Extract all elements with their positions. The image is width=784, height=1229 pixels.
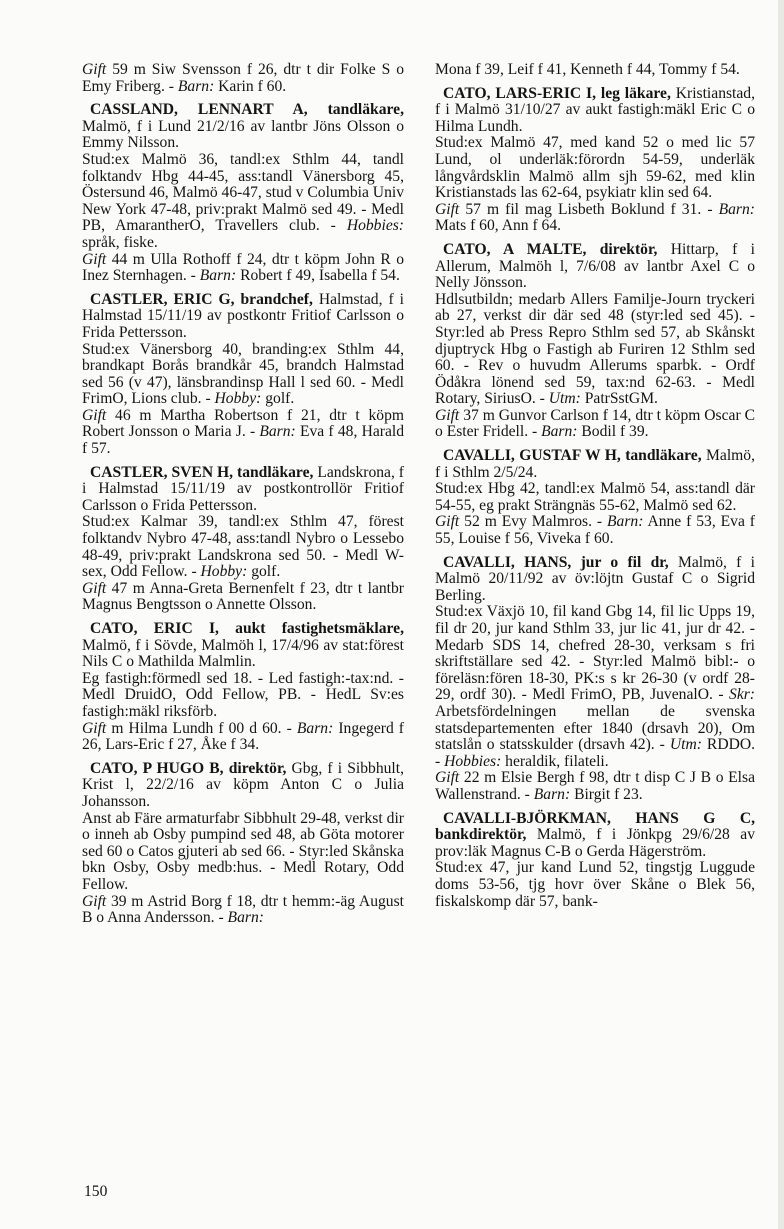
entry-paragraph (435, 242, 755, 292)
entry-text: 39 m Astrid Borg f 18, dtr t hemm:-äg August B o Anna Andersson. - (82, 892, 404, 927)
entry-text: Birgit f 23. (570, 785, 643, 803)
entry-paragraph (82, 671, 404, 721)
biography-entry (82, 62, 404, 95)
entry-text: Malmö, f i Jönkpg 29/6/28 av prov:läk Magnus C-B o Gerda Hägerström. (435, 826, 755, 860)
entry-text: Anne f 53, Eva f 55, Louise f 56, Viveka f 60. (435, 513, 755, 548)
entry-paragraph (82, 408, 404, 458)
entry-paragraph (435, 514, 755, 547)
entry-text: Bodil f 39. (577, 423, 649, 441)
entry-heading: CATO, P HUGO B, direktör, (90, 759, 287, 777)
entry-heading: CATO, A MALTE, direktör, (443, 240, 658, 258)
page-number: 150 (84, 1183, 108, 1200)
entry-paragraph (435, 481, 755, 514)
entry-label: Barn: (227, 909, 264, 927)
entry-paragraph (82, 811, 404, 894)
entry-label: Hobbies: (346, 217, 404, 235)
entry-text: Malmö, f i Sthlm 2/5/24. (435, 447, 755, 481)
entry-label: Gift (82, 406, 107, 424)
left-column (82, 62, 404, 934)
entry-text: Anst ab Färe armaturfabr Sibbhult 29-48, verkst dir o inneh ab Osby pumpind sed 48, ab Göta motorer sed 60 o Catos gjuteri ab sed 66. - Styr:led Skånska bkn Osby, Osby medb:hus. - Medl Rotary, Odd Fellow. (82, 809, 404, 893)
entry-text: 46 m Martha Robertson f 21, dtr t köpm Robert Jonsson o Maria J. - (82, 406, 404, 441)
entry-text: RDDO. - (435, 736, 756, 770)
entry-label: Gift (82, 719, 107, 737)
entry-paragraph (82, 252, 404, 285)
entry-text: heraldik, filateli. (501, 752, 609, 770)
biography-entry (435, 86, 755, 235)
entry-text: Stud:ex Vänersborg 40, branding:ex Sthlm 44, brandkapt Borås brandkår 45, brandch Halmstad sed 56 (v 47), länsbrandinsp Hall l sed 60. - Medl FrimO, Lions club. - (82, 340, 404, 408)
entry-text: 47 m Anna-Greta Bernenfelt f 23, dtr t lantbr Magnus Bengtsson o Annette Olsson. (82, 579, 404, 614)
entry-text: Ingegerd f 26, Lars-Eric f 27, Åke f 34. (82, 719, 404, 754)
entry-text: Arbetsfördelningen mellan de svenska statsdepartementen efter 1840 (drsavh 20), Om statslån o statsskulder (drsavh 42). - (435, 702, 755, 754)
entry-text: Malmö, f i Sövde, Malmöh l, 17/4/96 av stat:förest Nils C o Mathilda Malmlin. (82, 636, 404, 671)
entry-paragraph (82, 292, 404, 342)
entry-paragraph (82, 465, 404, 515)
entry-text: 59 m Siw Svensson f 26, dtr t dir Folke S o Emy Friberg. - (82, 61, 404, 95)
entry-label: Hobby: (214, 390, 262, 408)
entry-heading: CAVALLI, GUSTAF W H, tandläkare, (443, 447, 702, 465)
entry-label: Hobbies: (444, 752, 502, 770)
entry-paragraph (435, 448, 755, 481)
entry-text: Stud:ex Malmö 47, med kand 52 o med lic 57 Lund, ol underläk:förordn 54-59, underläk långvårdsklin Malmö allm sjh 59-62, med klin Kristianstads las 62-64, psykiatr klin sed 64. (435, 134, 755, 202)
entry-label: Gift (82, 61, 107, 78)
entry-paragraph (435, 135, 755, 201)
entry-text: 52 m Evy Malmros. - (459, 513, 607, 531)
entry-label: Barn: (259, 423, 296, 441)
entry-label: Barn: (541, 423, 578, 441)
entry-label: Barn: (199, 267, 237, 285)
entry-label: Gift (435, 406, 460, 424)
entry-text: 44 m Ulla Rothoff f 24, dtr t köpm John R o Inez Sternhagen. - (82, 250, 404, 285)
entry-heading: CATO, LARS-ERIC I, leg läkare, (443, 84, 671, 102)
entry-text: PatrSstGM. (580, 390, 658, 408)
entry-paragraph (435, 292, 755, 408)
biography-entry (435, 62, 755, 79)
entry-paragraph (82, 721, 404, 754)
entry-label: Gift (82, 892, 107, 910)
entry-paragraph (82, 62, 404, 95)
entry-text: 57 m fil mag Lisbeth Boklund f 31. - (459, 200, 719, 218)
entry-paragraph (435, 860, 755, 910)
entry-paragraph (82, 761, 404, 811)
biography-entry (82, 621, 404, 754)
biography-entry (82, 102, 404, 285)
entry-paragraph (82, 894, 404, 927)
entry-text: Mats f 60, Ann f 64. (435, 217, 562, 235)
biography-entry (435, 555, 755, 804)
entry-paragraph (82, 152, 404, 252)
entry-paragraph (435, 62, 755, 79)
entry-label: Barn: (718, 200, 755, 218)
entry-text: Malmö, f i Malmö 20/11/92 av öv:löjtn Gustaf C o Sigrid Berling. (435, 553, 755, 604)
entry-heading: CASTLER, ERIC G, brandchef, (90, 290, 313, 308)
entry-heading: CASSLAND, LENNART A, tandläkare, (90, 101, 404, 119)
entry-text: Stud:ex Malmö 36, tandl:ex Sthlm 44, tandl folktandv Hbg 44-45, ass:tandl Vänersborg 45, Östersund 46, Malmö 46-47, stud v Columbia Univ New York 47-48, priv:prakt Malmö sed 49. - Medl PB, AmarantherO, Travellers club. - (82, 150, 404, 235)
entry-heading: CAVALLI-BJÖRKMAN, HANS G C, bankdirektör, (435, 809, 755, 844)
entry-paragraph (435, 202, 755, 235)
entry-label: Barn: (607, 513, 644, 531)
right-column (435, 62, 755, 917)
entry-paragraph (435, 555, 755, 605)
entry-paragraph (82, 514, 404, 580)
entry-text: Halmstad, f i Halmstad 15/11/19 av postkontr Fritiof Carlsson o Frida Pettersson. (82, 290, 404, 341)
page-edge-shadow (778, 0, 784, 1229)
entry-paragraph (435, 604, 755, 770)
entry-label: Gift (435, 513, 460, 531)
biography-entry (435, 448, 755, 548)
entry-label: Hobby: (200, 563, 248, 581)
entry-paragraph (82, 342, 404, 408)
entry-label: Gift (82, 579, 107, 597)
entry-text: Stud:ex Hbg 42, tandl:ex Malmö 54, ass:tandl där 54-55, eg prakt Strängnäs 55-62, Malmö sed 62. (435, 480, 755, 514)
entry-text: språk, fiske. (82, 233, 158, 251)
entry-text: Kristianstad, f i Malmö 31/10/27 av aukt fastigh:mäkl Eric C o Hilma Lundh. (435, 84, 756, 135)
entry-text: 22 m Elsie Bergh f 98, dtr t disp C J B o Elsa Wallenstrand. - (435, 769, 755, 803)
entry-paragraph (435, 770, 755, 803)
entry-label: Gift (82, 250, 107, 268)
entry-text: golf. (247, 563, 281, 581)
entry-paragraph (435, 408, 755, 441)
biography-entry (82, 292, 404, 458)
biography-entry (82, 761, 404, 927)
entry-text: Eva f 48, Harald f 57. (82, 423, 404, 458)
entry-label: Barn: (296, 719, 334, 737)
entry-text: Landskrona, f i Halmstad 15/11/19 av postkontrollör Fritiof Carlsson o Frida Pettersson. (82, 463, 404, 514)
entry-label: Utm: (669, 736, 702, 754)
entry-text: Stud:ex Växjö 10, fil kand Gbg 14, fil lic Upps 19, fil dr 20, jur kand Sthlm 33, jur lic 41, jur dr 42. - Medarb SDS 14, chefred 28-30, verksam s fri skriftställare sed 42. - Styr:led Malmö bibl:- o föreläsn:fören 18-30, PK:s s kr 26-30 (v ordf 28-29, ordf 30). - Medl FrimO, PB, JuvenalO. - (435, 603, 755, 704)
entry-heading: CAVALLI, HANS, jur o fil dr, (443, 553, 669, 571)
entry-paragraph (82, 581, 404, 614)
entry-text: Malmö, f i Lund 21/2/16 av lantbr Jöns Olsson o Emmy Nilsson. (82, 117, 404, 152)
entry-paragraph (435, 86, 755, 136)
entry-label: Barn: (177, 77, 215, 95)
entry-heading: CATO, ERIC I, aukt fastighetsmäklare, (90, 620, 404, 637)
biography-entry (435, 811, 755, 911)
entry-text: Karin f 60. (214, 77, 287, 95)
entry-paragraph (82, 621, 404, 671)
entry-text: 37 m Gunvor Carlson f 14, dtr t köpm Oscar C o Ester Fridell. - (435, 406, 755, 441)
entry-text: Robert f 49, Isabella f 54. (236, 267, 400, 285)
entry-heading: CASTLER, SVEN H, tandläkare, (90, 463, 314, 481)
entry-text: Eg fastigh:förmedl sed 18. - Led fastigh:-tax:nd. - Medl DruidO, Odd Fellow, PB. - HedL Sv:es fastigh:mäkl riksförb. (82, 669, 404, 720)
entry-label: Gift (435, 200, 460, 218)
entry-label: Gift (435, 769, 460, 787)
biography-entry (435, 242, 755, 441)
entry-text: m Hilma Lundh f 00 d 60. - (106, 719, 297, 737)
entry-text: Stud:ex Kalmar 39, tandl:ex Sthlm 47, förest folktandv Nybro 47-48, ass:tandl Nybro o Lessebo 48-49, priv:prakt Landskrona sed 50. - Medl W-sex, Odd Fellow. - (82, 513, 404, 581)
entry-text: Hittarp, f i Allerum, Malmöh l, 7/6/08 av lantbr Axel C o Nelly Jönsson. (435, 240, 755, 292)
entry-label: Barn: (533, 785, 571, 803)
entry-label: Skr: (729, 686, 755, 704)
entry-text: golf. (261, 390, 295, 408)
entry-text: Hdlsutbildn; medarb Allers Familje-Journ tryckeri ab 27, verkst dir där sed 48 (styr:led sed 45). - Styr:led ab Press Repro Sthlm sed 57, ab Skånskt djuptryck Hbg o Fastigh ab Furiren 12 Sthlm sed 60. - Rev o huvudm Allerums sparbk. - Ordf Ödåkra lönend sed 59, tax:nd 62-63. - Medl Rotary, SiriusO. - (435, 290, 755, 408)
entry-paragraph (435, 811, 755, 861)
entry-text: Gbg, f i Sibbhult, Krist l, 22/2/16 av köpm Anton C o Julia Johansson. (82, 759, 404, 810)
entry-text: Mona f 39, Leif f 41, Kenneth f 44, Tommy f 54. (435, 61, 740, 78)
entry-text: Stud:ex 47, jur kand Lund 52, tingstjg Luggude doms 53-56, tjg hovr över Skåne o Blek 56, fiskalskomp där 57, bank- (435, 859, 755, 910)
entry-label: Utm: (548, 390, 581, 408)
entry-paragraph (82, 102, 404, 152)
biography-entry (82, 465, 404, 614)
